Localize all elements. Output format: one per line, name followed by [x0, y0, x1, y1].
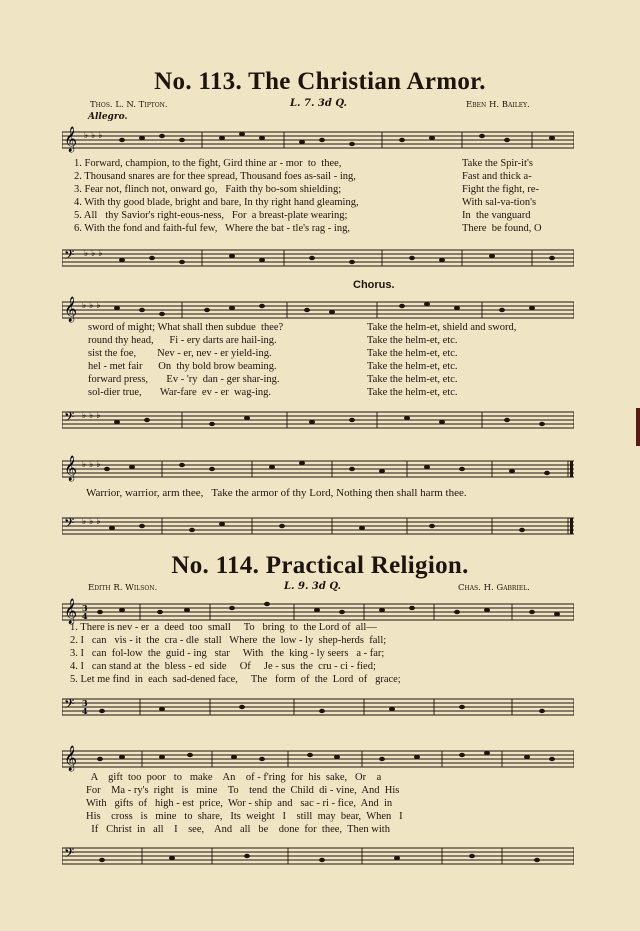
verse-line-end: Take the Spir-it's	[462, 158, 533, 169]
svg-text:4: 4	[82, 706, 88, 716]
verse-line: 4. I can stand at the bless - ed side Of Je - sus the cru - ci - fied;	[70, 661, 376, 672]
svg-text:𝄞: 𝄞	[64, 599, 78, 624]
verse-line-end: Take the helm-et, etc.	[367, 335, 458, 346]
staff-system-5-treble	[62, 745, 574, 775]
svg-text:♭ ♭ ♭: ♭ ♭ ♭	[82, 517, 101, 527]
svg-text:3: 3	[82, 603, 88, 613]
hymn-114-composer: Chas. H. Gabriel.	[458, 583, 530, 593]
staff-system-1-bass	[62, 244, 574, 274]
verse-line-end: Take the helm-et, etc.	[367, 387, 458, 398]
verse-line-end: With sal-va-tion's	[462, 197, 537, 208]
hymn-113-title: No. 113. The Christian Armor.	[154, 68, 486, 95]
verse-line-end: Fast and thick a-	[462, 171, 532, 182]
refrain-line: Warrior, warrior, arm thee, Take the armor of thy Lord, Nothing then shall harm thee.	[86, 487, 467, 499]
verse-line: 2. I can vis - it the cra - dle stall Where the low - ly shep-herds fall;	[70, 635, 387, 646]
svg-text:♭ ♭ ♭: ♭ ♭ ♭	[82, 301, 101, 311]
verse-line: 5. All thy Savior's right-eous-ness, For a breast-plate wearing;	[74, 210, 348, 221]
verse-line: A gift too poor to make An of - f'ring for his sake, Or a	[86, 772, 382, 783]
verse-line-end: In the vanguard	[462, 210, 531, 221]
verse-line: sist the foe, Nev - er, nev - er yield-ing.	[88, 348, 272, 359]
hymn-114-author: Edith R. Wilson.	[88, 583, 158, 593]
verse-line: 1. There is nev - er a deed too small To bring to the Lord of all—	[70, 622, 377, 633]
verse-line: sword of might; What shall then subdue thee?	[88, 322, 284, 333]
svg-text:𝄞: 𝄞	[64, 746, 78, 771]
svg-text:𝄞: 𝄞	[64, 297, 78, 322]
verse-line-end: Take the helm-et, shield and sword,	[367, 322, 517, 333]
staff-system-3-treble	[62, 455, 574, 485]
svg-text:4: 4	[82, 611, 88, 621]
verse-line-end: Take the helm-et, etc.	[367, 348, 458, 359]
svg-text:3: 3	[82, 698, 88, 708]
hymn-113-composer: Eben H. Bailey.	[466, 100, 530, 110]
verse-line: 1. Forward, champion, to the fight, Gird thine ar - mor to thee,	[74, 158, 342, 169]
staff-system-2-bass	[62, 406, 574, 436]
svg-text:𝄢: 𝄢	[64, 515, 75, 534]
verse-line: round thy head, Fi - ery darts are hail-ing.	[88, 335, 277, 346]
staff-system-4-bass	[62, 693, 574, 723]
verse-line: 3. I can fol-low the guid - ing star With the king - ly seers a - far;	[70, 648, 385, 659]
verse-line: 4. With thy good blade, bright and bare, In thy right hand gleaming,	[74, 197, 359, 208]
verse-line-end: There be found, O	[462, 223, 542, 234]
verse-line: forward press, Ev - 'ry dan - ger shar-ing.	[88, 374, 280, 385]
hymn-113-meter: L. 7. 3d Q.	[290, 98, 348, 109]
page-edge-mark	[636, 408, 640, 446]
svg-text:𝄢: 𝄢	[64, 247, 75, 266]
verse-line: sol-dier true, War-fare ev - er wag-ing.	[88, 387, 272, 398]
svg-text:𝄢: 𝄢	[64, 845, 75, 864]
chorus-label: Chorus.	[353, 279, 395, 291]
hymn-113-tempo: Allegro.	[88, 112, 128, 122]
hymn-113-author: Thos. L. N. Tipton.	[90, 100, 168, 110]
svg-text:𝄞: 𝄞	[64, 127, 78, 152]
verse-line-end: Take the helm-et, etc.	[367, 361, 458, 372]
verse-line: His cross is mine to share, Its weight I still may bear, When I	[86, 811, 403, 822]
verse-line-end: Fight the fight, re-	[462, 184, 539, 195]
svg-text:♭ ♭ ♭: ♭ ♭ ♭	[82, 411, 101, 421]
hymn-114-meter: L. 9. 3d Q.	[284, 581, 342, 592]
svg-text:𝄞: 𝄞	[64, 456, 78, 481]
verse-line: 6. With the fond and faith-ful few, Where the bat - tle's rag - ing,	[74, 223, 350, 234]
svg-text:♭ ♭ ♭: ♭ ♭ ♭	[84, 131, 103, 141]
staff-system-5-bass	[62, 842, 574, 872]
verse-line: 5. Let me find in each sad-dened face, The form of the Lord of grace;	[70, 674, 401, 685]
verse-line: With gifts of high - est price, Wor - ship and sac - ri - fice, And in	[86, 798, 393, 809]
svg-text:♭ ♭ ♭: ♭ ♭ ♭	[82, 460, 101, 470]
staff-system-3-bass	[62, 512, 574, 542]
svg-text:♭ ♭ ♭: ♭ ♭ ♭	[84, 249, 103, 259]
verse-line: hel - met fair On thy bold brow beaming.	[88, 361, 277, 372]
verse-line: 3. Fear not, flinch not, onward go, Faith thy bo-som shielding;	[74, 184, 342, 195]
verse-line: 2. Thousand snares are for thee spread, Thousand foes as-sail - ing,	[74, 171, 356, 182]
hymn-114-title: No. 114. Practical Religion.	[171, 552, 469, 579]
verse-line: For Ma - ry's right is mine To tend the Child di - vine, And His	[86, 785, 400, 796]
verse-line: If Christ in all I see, And all be done for thee, Then with	[86, 824, 390, 835]
svg-text:𝄢: 𝄢	[64, 409, 75, 428]
verse-line-end: Take the helm-et, etc.	[367, 374, 458, 385]
svg-text:𝄢: 𝄢	[64, 696, 75, 715]
